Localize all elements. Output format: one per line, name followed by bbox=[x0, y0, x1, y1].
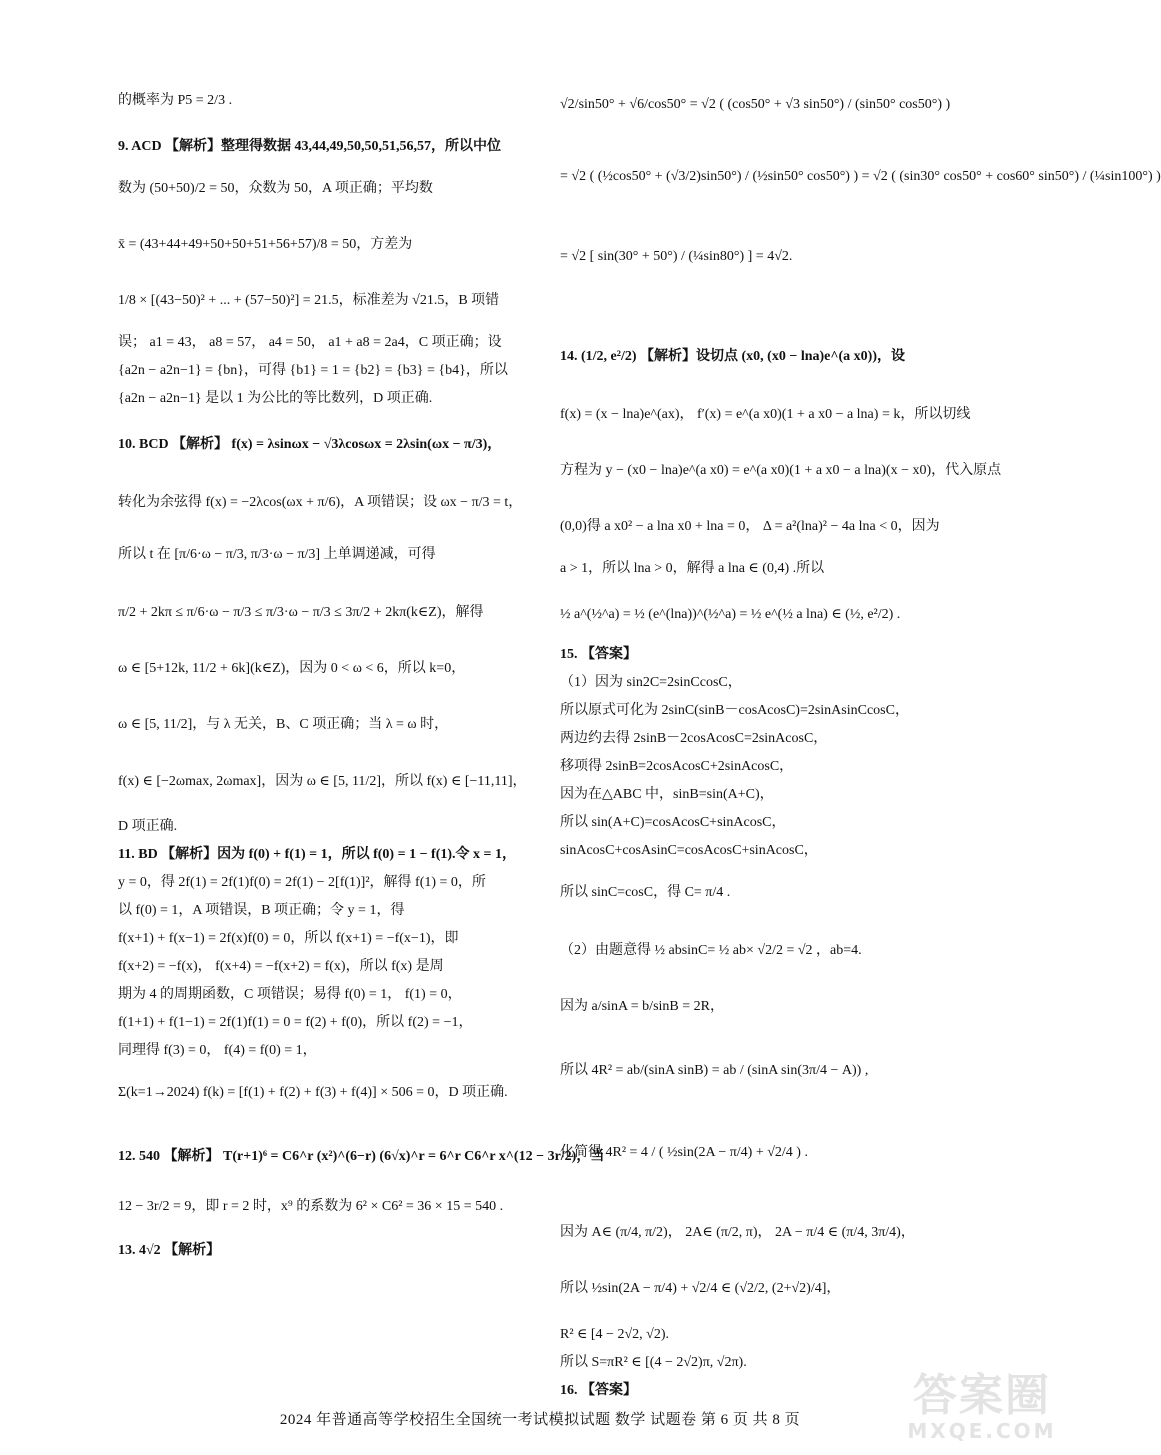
q15-line-13: 因为 A∈ (π/4, π/2)， 2A∈ (π/2, π)， 2A − π/4 ∈ (π/4, 3π/4)， bbox=[560, 1225, 915, 1240]
q9-line-7: {a2n − a2n−1} 是以 1 为公比的等比数列，D 项正确. bbox=[118, 391, 433, 406]
q10-line-3: 所以 t 在 [π/6·ω − π/3, π/3·ω − π/3] 上单调递减，可得 bbox=[118, 547, 436, 562]
q10-line-8: D 项正确. bbox=[118, 819, 178, 834]
q15-line-2: 所以原式可化为 2sinC(sinB－cosAcosC)=2sinAsinCcosC， bbox=[560, 703, 909, 718]
q15-line-10: 因为 a/sinA = b/sinB = 2R， bbox=[560, 999, 724, 1014]
q10-line-4: π/2 + 2kπ ≤ π/6·ω − π/3 ≤ π/3·ω − π/3 ≤ 3π/2 + 2kπ(k∈Z)，解得 bbox=[118, 605, 484, 620]
q15-line-9: （2）由题意得 ½ absinC= ½ ab× √2/2 = √2 ，ab=4. bbox=[560, 943, 862, 958]
q14-line-5: a > 1，所以 lna > 0，解得 a lna ∈ (0,4) .所以 bbox=[560, 561, 825, 576]
q14-line-6: ½ a^(½^a) = ½ (e^(lna))^(½^a) = ½ e^(½ a lna) ∈ (½, e²/2) . bbox=[560, 607, 901, 622]
q15-line-11: 所以 4R² = ab/(sinA sinB) = ab / (sinA sin(3π/4 − A)) , bbox=[560, 1063, 869, 1078]
q13-math-2: = √2 ( (½cos50° + (√3/2)sin50°) / (½sin50° cos50°) ) = √2 ( (sin30° cos50° + cos60° sin50°) / (¼sin100°) ) bbox=[560, 169, 1161, 184]
q16-heading: 16. 【答案】 bbox=[560, 1383, 637, 1398]
q9-line-6: {a2n − a2n−1} = {bn}，可得 {b1} = 1 = {b2} = {b3} = {b4}，所以 bbox=[118, 363, 508, 378]
q15-line-4: 移项得 2sinB=2cosAcosC+2sinAcosC， bbox=[560, 759, 794, 774]
q11-line-8: 同理得 f(3) = 0， f(4) = f(0) = 1， bbox=[118, 1043, 317, 1058]
q15-line-7: sinAcosC+cosAsinC=cosAcosC+sinAcosC， bbox=[560, 843, 818, 858]
q10-line-2: 转化为余弦得 f(x) = −2λcos(ωx + π/6)，A 项错误；设 ωx − π/3 = t， bbox=[118, 495, 523, 510]
q9-line-5: 误； a1 = 43， a8 = 57， a4 = 50， a1 + a8 = 2a4，C 项正确；设 bbox=[118, 335, 502, 350]
q9-line-1: 9. ACD 【解析】整理得数据 43,44,49,50,50,51,56,57，所以中位 bbox=[118, 139, 502, 154]
watermark-logo bbox=[893, 1372, 1071, 1452]
q10-line-5: ω ∈ [5+12k, 11/2 + 6k](k∈Z)，因为 0 < ω < 6，所以 k=0， bbox=[118, 661, 466, 676]
q10-line-7: f(x) ∈ [−2ωmax, 2ωmax]，因为 ω ∈ [5, 11/2]，所以 f(x) ∈ [−11,11]， bbox=[118, 774, 527, 789]
q11-line-6: 期为 4 的周期函数，C 项错误；易得 f(0) = 1， f(1) = 0， bbox=[118, 987, 462, 1002]
q14-line-2: f(x) = (x − lna)e^(ax)， f′(x) = e^(a x0)(1 + a x0 − a lna) = k，所以切线 bbox=[560, 407, 971, 422]
q11-line-4: f(x+1) + f(x−1) = 2f(x)f(0) = 0，所以 f(x+1) = −f(x−1)，即 bbox=[118, 931, 459, 946]
q11-line-3: 以 f(0) = 1，A 项错误，B 项正确；令 y = 1，得 bbox=[118, 903, 405, 918]
q10-line-6: ω ∈ [5, 11/2]，与 λ 无关，B、C 项正确；当 λ = ω 时， bbox=[118, 717, 449, 732]
q15-line-1: （1）因为 sin2C=2sinCcosC， bbox=[560, 675, 742, 690]
watermark-text: 答案圈 bbox=[913, 1370, 1051, 1421]
q10-line-1: 10. BCD 【解析】 f(x) = λsinωx − √3λcosωx = 2λsin(ωx − π/3)， bbox=[118, 437, 502, 452]
q13-math-1: √2/sin50° + √6/cos50° = √2 ( (cos50° + √3 sin50°) / (sin50° cos50°) ) bbox=[560, 97, 951, 112]
q15-heading: 15. 【答案】 bbox=[560, 647, 637, 662]
prev-answer-line: 的概率为 P5 = 2/3 . bbox=[118, 93, 233, 108]
q14-line-1: 14. (1/2, e²/2) 【解析】设切点 (x0, (x0 − lna)e^(a x0))，设 bbox=[560, 349, 905, 364]
q11-line-2: y = 0，得 2f(1) = 2f(1)f(0) = 2f(1) − 2[f(1)]²，解得 f(1) = 0，所 bbox=[118, 875, 486, 890]
q11-line-7: f(1+1) + f(1−1) = 2f(1)f(1) = 0 = f(2) + f(0)，所以 f(2) = −1， bbox=[118, 1015, 473, 1030]
q15-line-3: 两边约去得 2sinB－2cosAcosC=2sinAcosC， bbox=[560, 731, 828, 746]
q11-line-9: Σ(k=1→2024) f(k) = [f(1) + f(2) + f(3) + f(4)] × 506 = 0，D 项正确. bbox=[118, 1085, 508, 1100]
q9-line-4: 1/8 × [(43−50)² + ... + (57−50)²] = 21.5，标准差为 √21.5，B 项错 bbox=[118, 293, 500, 308]
q14-line-4: (0,0)得 a x0² − a lna x0 + lna = 0， Δ = a²(lna)² − 4a lna < 0，因为 bbox=[560, 519, 940, 534]
q15-line-14: 所以 ½sin(2A − π/4) + √2/4 ∈ (√2/2, (2+√2)/4]， bbox=[560, 1281, 841, 1296]
q15-line-15: R² ∈ [4 − 2√2, √2). bbox=[560, 1327, 669, 1342]
q15-line-12: 化简得 4R² = 4 / ( ½sin(2A − π/4) + √2/4 ) . bbox=[560, 1145, 808, 1160]
q12-line-1: 12. 540 【解析】 T(r+1)⁶ = C6^r (x²)^(6−r) (6√x)^r = 6^r C6^r x^(12 − 3r/2)，当 bbox=[118, 1149, 605, 1164]
q15-line-8: 所以 sinC=cosC，得 C= π/4 . bbox=[560, 885, 731, 900]
q13-math-3: = √2 [ sin(30° + 50°) / (¼sin80°) ] = 4√2. bbox=[560, 249, 793, 264]
q14-line-3: 方程为 y − (x0 − lna)e^(a x0) = e^(a x0)(1 + a x0 − a lna)(x − x0)，代入原点 bbox=[560, 463, 1002, 478]
q9-line-3: x̄ = (43+44+49+50+50+51+56+57)/8 = 50，方差为 bbox=[118, 237, 413, 252]
q15-line-16: 所以 S=πR² ∈ [(4 − 2√2)π, √2π). bbox=[560, 1355, 747, 1370]
q11-line-1: 11. BD 【解析】因为 f(0) + f(1) = 1，所以 f(0) = 1 − f(1).令 x = 1， bbox=[118, 847, 517, 862]
q9-line-2: 数为 (50+50)/2 = 50，众数为 50，A 项正确；平均数 bbox=[118, 181, 433, 196]
page-footer: 2024 年普通高等学校招生全国统一考试模拟试题 数学 试题卷 第 6 页 共 8 页 bbox=[279, 1412, 801, 1428]
q11-line-5: f(x+2) = −f(x)， f(x+4) = −f(x+2) = f(x)，所以 f(x) 是周 bbox=[118, 959, 444, 974]
watermark-url: MXQE.COM bbox=[907, 1419, 1057, 1443]
q13-line-1: 13. 4√2 【解析】 bbox=[118, 1243, 221, 1258]
q15-line-5: 因为在△ABC 中，sinB=sin(A+C)， bbox=[560, 787, 774, 802]
q15-line-6: 所以 sin(A+C)=cosAcosC+sinAcosC， bbox=[560, 815, 786, 830]
q12-line-2: 12 − 3r/2 = 9，即 r = 2 时，x⁹ 的系数为 6² × C6² = 36 × 15 = 540 . bbox=[118, 1199, 504, 1214]
